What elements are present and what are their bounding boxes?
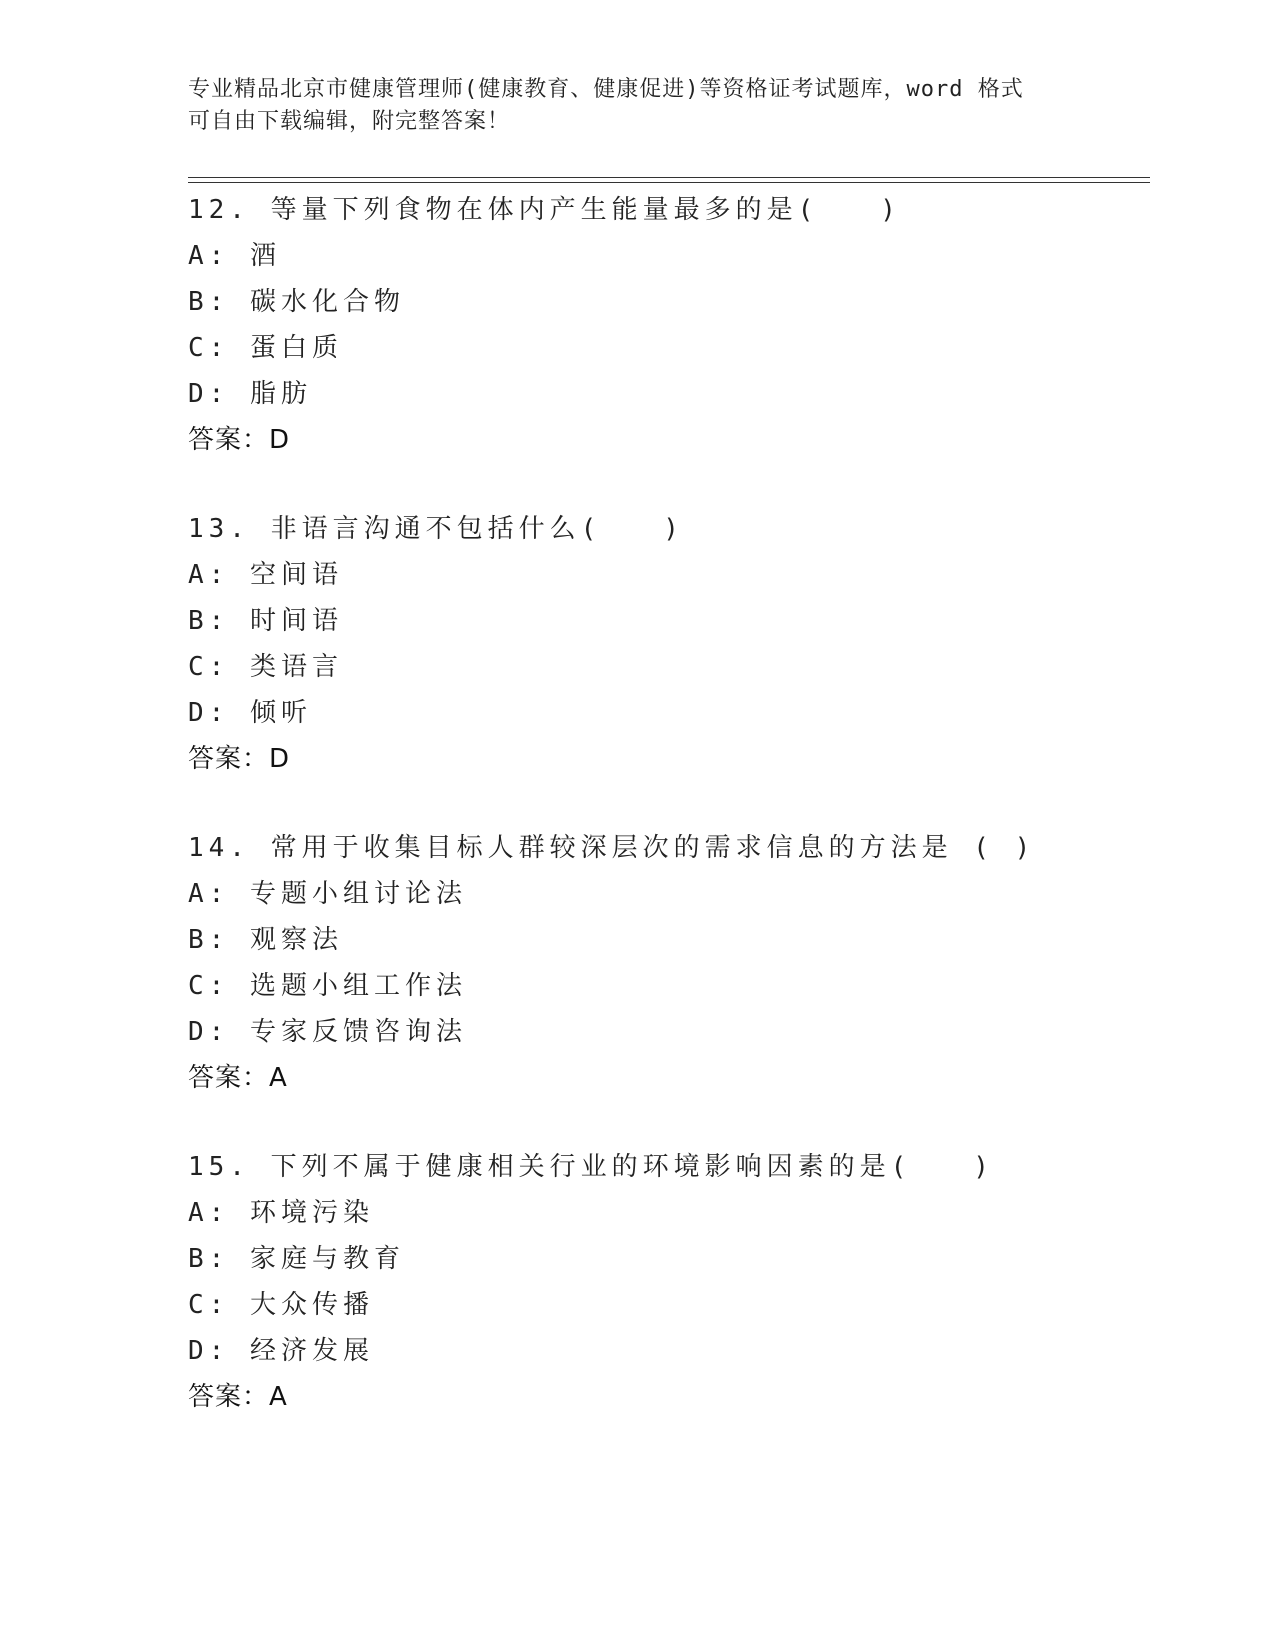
option-b: B: 家庭与教育 (188, 1244, 405, 1274)
option-a: A: 环境污染 (188, 1198, 374, 1228)
question-15 (188, 1144, 1138, 1420)
option-b: B: 时间语 (188, 606, 343, 636)
option-c: C: 大众传播 (188, 1290, 374, 1320)
question-stem: 12. 等量下列食物在体内产生能量最多的是( ) (188, 195, 901, 225)
option-d: D: 倾听 (188, 698, 312, 728)
header-line-1: 专业精品北京市健康管理师(健康教育、健康促进)等资格证考试题库，word 格式 (188, 77, 1024, 102)
option-a: A: 酒 (188, 241, 281, 271)
question-stem: 14. 常用于收集目标人群较深层次的需求信息的方法是 ( ) (188, 833, 1036, 863)
option-c: C: 蛋白质 (188, 333, 343, 363)
option-b: B: 观察法 (188, 925, 343, 955)
option-c: C: 类语言 (188, 652, 343, 682)
option-b: B: 碳水化合物 (188, 287, 405, 317)
question-13 (188, 506, 1138, 782)
option-d: D: 经济发展 (188, 1336, 374, 1366)
answer: 答案：A (188, 1063, 288, 1093)
option-a: A: 空间语 (188, 560, 343, 590)
header-divider-top (188, 177, 1150, 178)
question-stem: 15. 下列不属于健康相关行业的环境影响因素的是( ) (188, 1152, 994, 1182)
header-divider-bottom (188, 182, 1150, 183)
answer: 答案：D (188, 744, 291, 774)
answer: 答案：D (188, 425, 291, 455)
document-header (188, 74, 1088, 138)
answer: 答案：A (188, 1382, 288, 1412)
question-12 (188, 187, 1138, 463)
header-line-2: 可自由下载编辑，附完整答案！ (188, 109, 511, 134)
option-a: A: 专题小组讨论法 (188, 879, 467, 909)
option-d: D: 脂肪 (188, 379, 312, 409)
question-stem: 13. 非语言沟通不包括什么( ) (188, 514, 684, 544)
option-c: C: 选题小组工作法 (188, 971, 467, 1001)
question-14 (188, 825, 1138, 1101)
option-d: D: 专家反馈咨询法 (188, 1017, 467, 1047)
